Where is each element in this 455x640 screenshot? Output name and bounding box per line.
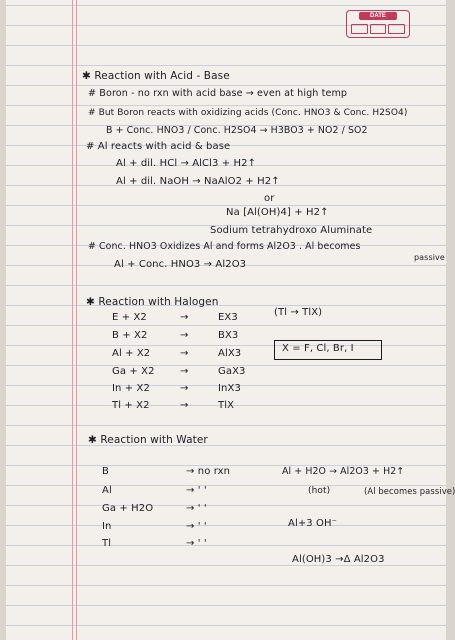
equation-lhs: Al + X2 [112, 348, 151, 359]
arrow: → [180, 383, 189, 394]
equation: Al + H2O → Al2O3 + H2↑ [282, 466, 405, 477]
note-line: Sodium tetrahydroxo Aluminate [210, 225, 373, 236]
note-word: passive [414, 253, 445, 262]
equation-rhs: TlX [218, 400, 235, 411]
equation-rhs: InX3 [218, 383, 241, 394]
date-box [346, 10, 410, 38]
element: Tl [102, 538, 112, 549]
result: → no rxn [186, 466, 231, 477]
result: → ' ' [186, 485, 207, 496]
equation: Na [Al(OH)4] + H2↑ [226, 207, 329, 218]
note-word: Al+3 OH⁻ [288, 518, 338, 529]
equation-lhs: In + X2 [112, 383, 150, 394]
note-line: # But Boron reacts with oxidizing acids (Conc. HNO3 & Conc. H2SO4) [88, 108, 408, 118]
equation-lhs: E + X2 [112, 312, 147, 323]
equation-lhs: B + X2 [112, 330, 148, 341]
result: → ' ' [186, 503, 207, 514]
equation: Al + dil. NaOH → NaAlO2 + H2↑ [116, 176, 280, 187]
heading-water: ✱ Reaction with Water [88, 434, 208, 446]
result: → ' ' [186, 521, 207, 532]
note-line: # Boron - no rxn with acid base → even at high temp [88, 88, 348, 99]
note-word: or [264, 193, 275, 204]
arrow: → [180, 330, 189, 341]
heading-acid-base: ✱ Reaction with Acid - Base [82, 70, 230, 82]
element: B [102, 466, 109, 477]
notebook-page [6, 0, 455, 640]
boxed-note: X = F, Cl, Br, I [282, 343, 354, 354]
note-line: # Al reacts with acid & base [86, 141, 231, 152]
arrow: → [180, 366, 189, 377]
arrow: → [180, 400, 189, 411]
note-word: (hot) [308, 486, 331, 496]
equation: Al + dil. HCl → AlCl3 + H2↑ [116, 158, 257, 169]
equation-lhs: Ga + X2 [112, 366, 155, 377]
note-line: (Tl → TlX) [274, 307, 323, 318]
equation-lhs: Tl + X2 [112, 400, 150, 411]
arrow: → [180, 312, 189, 323]
equation-rhs: AlX3 [218, 348, 242, 359]
arrow: → [180, 348, 189, 359]
note-line: # Conc. HNO3 Oxidizes Al and forms Al2O3 . Al becomes [88, 241, 361, 252]
equation-rhs: GaX3 [218, 366, 246, 377]
equation-rhs: EX3 [218, 312, 238, 323]
equation: Al(OH)3 →Δ Al2O3 [292, 554, 385, 565]
element: In [102, 521, 112, 532]
note-line: B + Conc. HNO3 / Conc. H2SO4 → H3BO3 + NO2 / SO2 [106, 125, 368, 136]
margin-line-left [72, 0, 73, 640]
note-word: (Al becomes passive) [364, 486, 455, 496]
date-cells [351, 24, 405, 34]
margin-line-right [76, 0, 77, 640]
heading-halogen: ✱ Reaction with Halogen [86, 296, 219, 308]
element: Al [102, 485, 112, 496]
element: Ga + H2O [102, 503, 154, 514]
result: → ' ' [186, 538, 207, 549]
date-label: DATE [359, 12, 397, 20]
equation-rhs: BX3 [218, 330, 239, 341]
equation: Al + Conc. HNO3 → Al2O3 [114, 259, 247, 270]
